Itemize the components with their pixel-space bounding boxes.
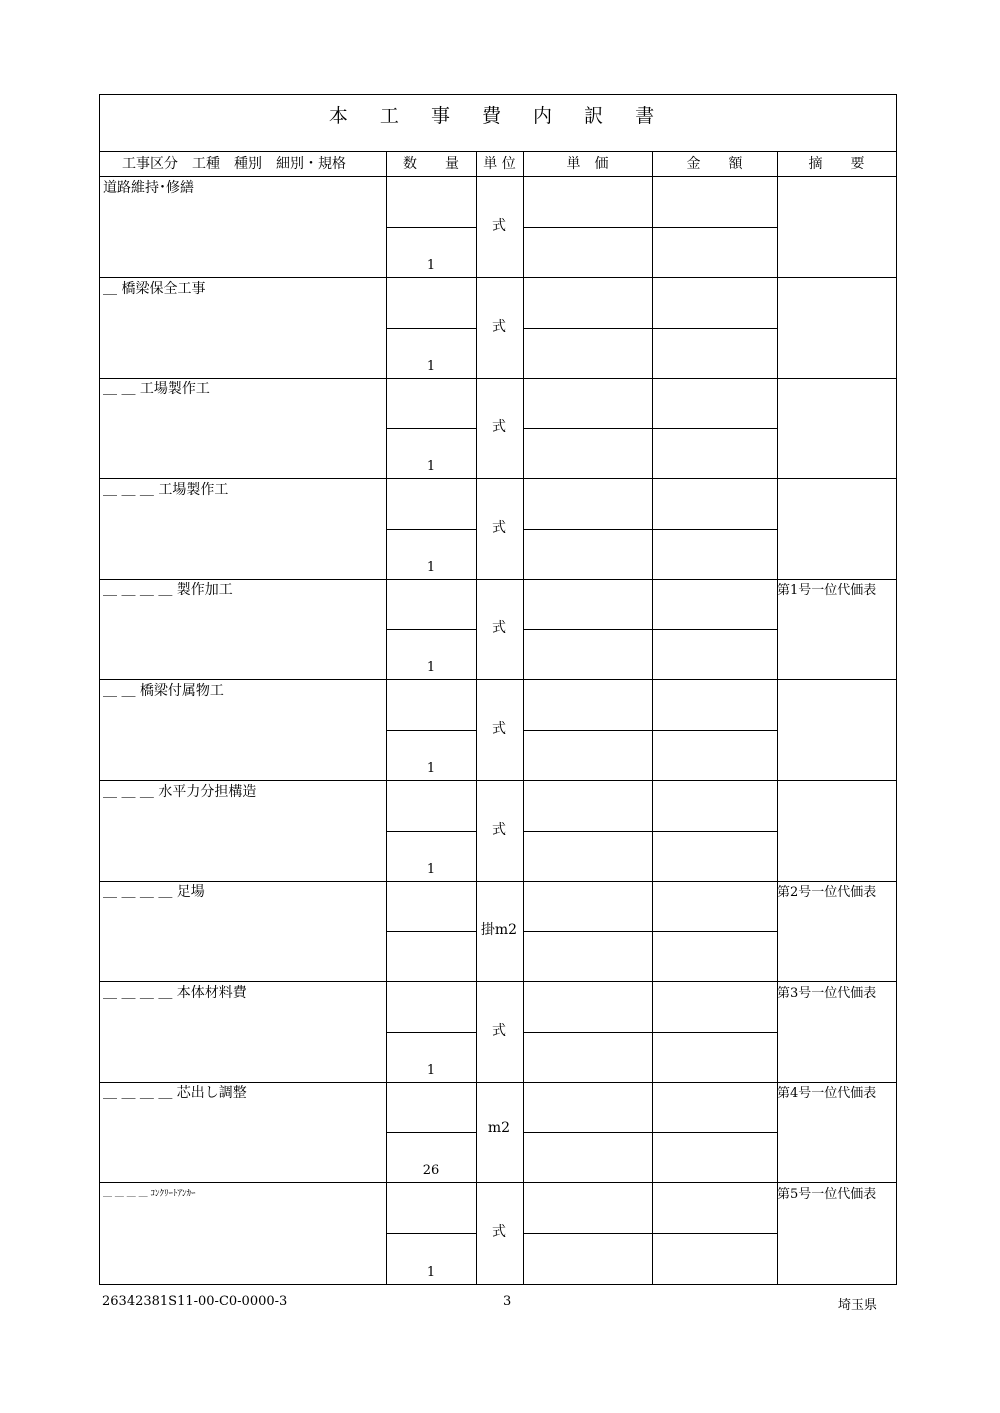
cell-divider (523, 328, 652, 329)
item-name: ＿ 橋梁保全工事 (103, 280, 206, 297)
cell-divider (386, 1132, 476, 1133)
cell-divider (652, 1032, 777, 1033)
cell-divider (652, 428, 777, 429)
header-price: 単 価 (523, 152, 652, 177)
cell-divider (652, 1132, 777, 1133)
unit-value: 式 (492, 419, 506, 436)
table-row (100, 278, 896, 379)
cell-divider (652, 227, 777, 228)
cell-divider (523, 831, 652, 832)
table-row (100, 881, 896, 982)
table-row (100, 781, 896, 882)
cell-divider (652, 529, 777, 530)
unit-value: 式 (492, 1022, 506, 1039)
cell-divider (523, 529, 652, 530)
header-remarks: 摘 要 (777, 152, 896, 177)
item-name: ＿ ＿ 橋梁付属物工 (103, 683, 224, 699)
cell-divider (386, 227, 476, 228)
item-name: ＿ ＿ ＿ ＿ 芯出し調整 (103, 1085, 247, 1102)
unit-value: 式 (492, 620, 506, 637)
item-name: ＿ ＿ ＿ ＿ ｺﾝｸﾘｰﾄｱﾝｶｰ (103, 1189, 196, 1199)
cell-divider (386, 629, 476, 630)
item-name: ＿ ＿ ＿ ＿ 製作加工 (103, 582, 233, 599)
quantity-value: 1 (426, 761, 436, 776)
quantity-value: 1 (426, 1062, 436, 1078)
organization: 埼玉県 (838, 1298, 878, 1313)
cell-divider (523, 1132, 652, 1133)
unit-value: m2 (487, 1120, 511, 1137)
unit-value: 式 (492, 519, 506, 536)
page-number: 3 (503, 1294, 512, 1309)
cell-divider (386, 931, 476, 932)
cell-divider (652, 730, 777, 731)
item-name: ＿ ＿ ＿ 工場製作工 (103, 481, 229, 498)
cell-divider (523, 730, 652, 731)
cell-divider (523, 1233, 652, 1234)
table-row (100, 579, 896, 680)
cost-breakdown-sheet (99, 94, 897, 1285)
table-row (100, 1183, 896, 1284)
quantity-value: 1 (426, 559, 436, 575)
remarks-value: 第2号一位代価表 (777, 885, 877, 901)
cell-divider (652, 1233, 777, 1234)
cell-divider (386, 1233, 476, 1234)
table-row (100, 680, 896, 781)
document-title: 本 工 事 費 内 訳 書 (100, 95, 896, 152)
remarks-value: 第4号一位代価表 (777, 1086, 877, 1102)
item-name: ＿ ＿ ＿ ＿ 足場 (103, 884, 205, 901)
quantity-value: 1 (426, 861, 436, 877)
cell-divider (386, 1032, 476, 1033)
cell-divider (523, 931, 652, 932)
cell-divider (523, 629, 652, 630)
quantity-value: 1 (426, 358, 436, 374)
cell-divider (386, 529, 476, 530)
cell-divider (386, 428, 476, 429)
cell-divider (386, 730, 476, 731)
cell-divider (523, 227, 652, 228)
remarks-value: 第3号一位代価表 (777, 985, 877, 1001)
unit-value: 式 (492, 318, 506, 335)
table-row (100, 1082, 896, 1183)
header-unit: 単 位 (476, 152, 523, 177)
quantity-value: 1 (426, 258, 436, 273)
header-qty: 数 量 (386, 152, 476, 177)
table-row (100, 982, 896, 1083)
cell-divider (652, 629, 777, 630)
cell-divider (652, 831, 777, 832)
item-name: ＿ ＿ ＿ ＿ 本体材料費 (103, 984, 247, 1001)
cell-divider (386, 831, 476, 832)
table-row (100, 177, 896, 278)
item-name: ＿ ＿ ＿ 水平力分担構造 (103, 783, 257, 800)
cell-divider (523, 428, 652, 429)
unit-value: 掛m2 (480, 922, 518, 939)
header-amount: 金 額 (652, 152, 777, 177)
unit-value: 式 (492, 218, 506, 234)
item-name: ＿ ＿ 工場製作工 (103, 381, 210, 398)
item-name: 道路維持･修繕 (103, 180, 194, 196)
cell-divider (523, 1032, 652, 1033)
table-body (100, 177, 896, 1284)
cell-divider (652, 328, 777, 329)
document-code: 26342381S11-00-C0-0000-3 (102, 1294, 288, 1309)
cell-divider (652, 931, 777, 932)
unit-value: 式 (492, 1224, 506, 1240)
quantity-value: 26 (422, 1163, 440, 1179)
table-row (100, 378, 896, 479)
cell-divider (386, 328, 476, 329)
unit-value: 式 (492, 821, 506, 838)
table-row (100, 479, 896, 580)
remarks-value: 第5号一位代価表 (777, 1187, 877, 1202)
remarks-value: 第1号一位代価表 (777, 583, 877, 599)
quantity-value: 1 (426, 660, 436, 676)
quantity-value: 1 (426, 1265, 436, 1280)
quantity-value: 1 (426, 459, 436, 475)
header-item: 工事区分 工種 種別 細別・規格 (100, 152, 386, 177)
unit-value: 式 (492, 721, 506, 737)
